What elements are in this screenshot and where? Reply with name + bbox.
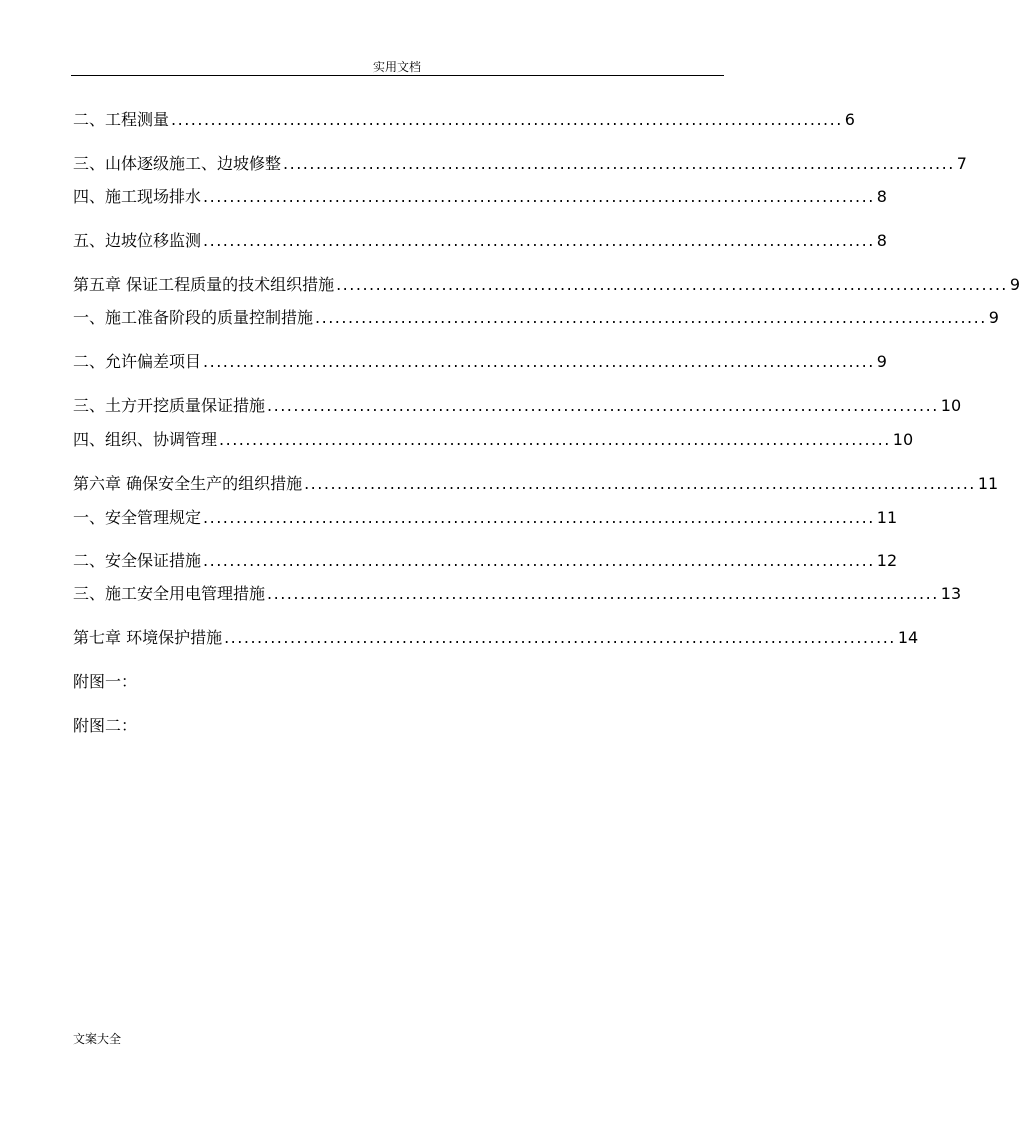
- toc-entry[interactable]: [73, 427, 914, 450]
- toc-entry[interactable]: [73, 471, 999, 494]
- toc-entry-title: 三、施工安全用电管理措施: [73, 584, 266, 603]
- toc-entry[interactable]: [73, 151, 967, 174]
- toc-dot-leader: ......................................................................................................: [171, 110, 843, 129]
- toc-entry-page: 8: [876, 187, 887, 206]
- toc-entry-page: 12: [876, 551, 898, 570]
- toc-dot-leader: ......................................................................................................: [315, 308, 987, 327]
- toc-entry[interactable]: [73, 272, 1020, 295]
- toc-entry-title: 二、安全保证措施: [73, 551, 202, 570]
- toc-dot-leader: ......................................................................................................: [219, 430, 891, 449]
- toc-entry[interactable]: [73, 184, 887, 207]
- toc-dot-leader: ......................................................................................................: [203, 187, 875, 206]
- toc-entry-title: 四、施工现场排水: [73, 187, 202, 206]
- toc-entry-page: 14: [897, 628, 919, 647]
- toc-entry-page: 9: [988, 308, 999, 327]
- toc-entry-page: 7: [956, 154, 967, 173]
- toc-entry-page: 9: [1009, 275, 1020, 294]
- toc-entry-page: 10: [892, 430, 914, 449]
- toc-dot-leader: ......................................................................................................: [203, 231, 875, 250]
- toc-dot-leader: ......................................................................................................: [267, 396, 939, 415]
- toc-entry[interactable]: [73, 393, 962, 416]
- toc-entry[interactable]: [73, 349, 887, 372]
- header-title: 实用文档: [372, 60, 421, 74]
- toc-entry-page: 11: [977, 474, 999, 493]
- appendix-label: 附图一：: [73, 672, 138, 691]
- toc-dot-leader: ......................................................................................................: [203, 551, 875, 570]
- toc-dot-leader: ......................................................................................................: [336, 275, 1008, 294]
- toc-entry-title: 一、安全管理规定: [73, 508, 202, 527]
- toc-entry[interactable]: [73, 548, 898, 571]
- toc-entry-title: 一、施工准备阶段的质量控制措施: [73, 308, 314, 327]
- toc-entry-title: 第六章 确保安全生产的组织措施: [73, 474, 303, 493]
- toc-entry-page: 11: [876, 508, 898, 527]
- toc-entry-title: 四、组织、协调管理: [73, 430, 218, 449]
- toc-entry[interactable]: [73, 625, 919, 648]
- toc-dot-leader: ......................................................................................................: [304, 474, 976, 493]
- toc-entry-title: 五、边坡位移监测: [73, 231, 202, 250]
- toc-entry-title: 第五章 保证工程质量的技术组织措施: [73, 275, 335, 294]
- toc-entry[interactable]: [73, 107, 855, 130]
- toc-dot-leader: ......................................................................................................: [267, 584, 939, 603]
- appendix-label: 附图二：: [73, 716, 138, 735]
- toc-entry[interactable]: [73, 505, 898, 528]
- toc-entry-page: 10: [940, 396, 962, 415]
- toc-entry-title: 三、山体逐级施工、边坡修整: [73, 154, 282, 173]
- toc-dot-leader: ......................................................................................................: [283, 154, 955, 173]
- toc-entry-title: 三、土方开挖质量保证措施: [73, 396, 266, 415]
- toc-entry[interactable]: [73, 228, 887, 251]
- toc-dot-leader: ......................................................................................................: [203, 508, 875, 527]
- toc-entry[interactable]: [73, 305, 999, 328]
- toc-entry-title: 二、允许偏差项目: [73, 352, 202, 371]
- toc-entry-page: 8: [876, 231, 887, 250]
- header-divider: [71, 75, 724, 76]
- toc-entry[interactable]: [73, 581, 962, 604]
- toc-entry-page: 13: [940, 584, 962, 603]
- page-footer: 文案大全: [73, 1032, 122, 1046]
- toc-entry-title: 二、工程测量: [73, 110, 170, 129]
- toc-entry-page: 9: [876, 352, 887, 371]
- toc-dot-leader: ......................................................................................................: [203, 352, 875, 371]
- toc-entry-page: 6: [844, 110, 855, 129]
- toc-entry-title: 第七章 环境保护措施: [73, 628, 223, 647]
- toc-dot-leader: ......................................................................................................: [224, 628, 896, 647]
